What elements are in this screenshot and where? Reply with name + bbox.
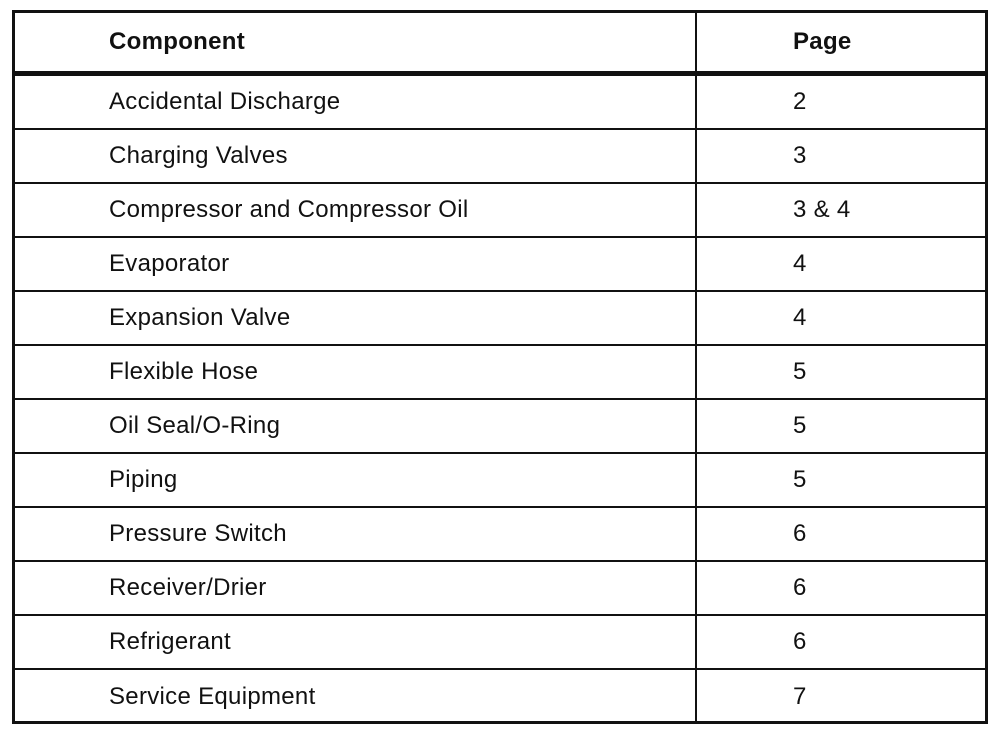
table-row (15, 184, 985, 238)
component-name: Piping (109, 466, 178, 493)
table-row (15, 130, 985, 184)
component-cell (15, 400, 697, 452)
table-row (15, 76, 985, 130)
table-row (15, 562, 985, 616)
component-name: Service Equipment (109, 683, 316, 710)
page-number: 5 (793, 412, 807, 439)
page-number: 7 (793, 683, 807, 710)
table-row (15, 346, 985, 400)
component-name: Accidental Discharge (109, 88, 341, 115)
page-number: 3 & 4 (793, 196, 851, 223)
component-cell (15, 292, 697, 344)
component-cell (15, 184, 697, 236)
component-cell (15, 562, 697, 614)
component-cell (15, 346, 697, 398)
component-name: Charging Valves (109, 142, 288, 169)
table-row (15, 508, 985, 562)
page-number: 4 (793, 304, 807, 331)
page-cell (697, 616, 985, 668)
table-header-row (15, 13, 985, 76)
page-number: 4 (793, 250, 807, 277)
page-cell (697, 238, 985, 290)
component-name: Evaporator (109, 250, 230, 277)
page-cell (697, 292, 985, 344)
table-row (15, 616, 985, 670)
table-row (15, 670, 985, 724)
component-name: Compressor and Compressor Oil (109, 196, 469, 223)
component-cell (15, 76, 697, 128)
page-cell (697, 670, 985, 724)
table-row (15, 292, 985, 346)
page-number: 6 (793, 574, 807, 601)
page-number: 2 (793, 88, 807, 115)
page-cell (697, 454, 985, 506)
component-name: Oil Seal/O-Ring (109, 412, 281, 439)
component-name: Expansion Valve (109, 304, 291, 331)
component-name: Flexible Hose (109, 358, 259, 385)
header-page-cell (697, 13, 985, 71)
component-cell (15, 130, 697, 182)
component-cell (15, 670, 697, 724)
component-name: Refrigerant (109, 628, 232, 655)
header-component-label: Component (109, 28, 246, 55)
page-number: 6 (793, 520, 807, 547)
header-page-label: Page (793, 28, 852, 55)
table-body (15, 76, 985, 724)
page-cell (697, 184, 985, 236)
page-number: 6 (793, 628, 807, 655)
component-page-table (12, 10, 988, 724)
component-name: Pressure Switch (109, 520, 287, 547)
table-row (15, 400, 985, 454)
page-number: 5 (793, 358, 807, 385)
page-number: 5 (793, 466, 807, 493)
page-cell (697, 76, 985, 128)
component-cell (15, 508, 697, 560)
page-cell (697, 130, 985, 182)
page-cell (697, 400, 985, 452)
page-cell (697, 508, 985, 560)
component-cell (15, 454, 697, 506)
page-number: 3 (793, 142, 807, 169)
page-cell (697, 346, 985, 398)
page-cell (697, 562, 985, 614)
component-cell (15, 616, 697, 668)
header-component-cell (15, 13, 697, 71)
component-cell (15, 238, 697, 290)
component-name: Receiver/Drier (109, 574, 267, 601)
table-row (15, 454, 985, 508)
table-row (15, 238, 985, 292)
